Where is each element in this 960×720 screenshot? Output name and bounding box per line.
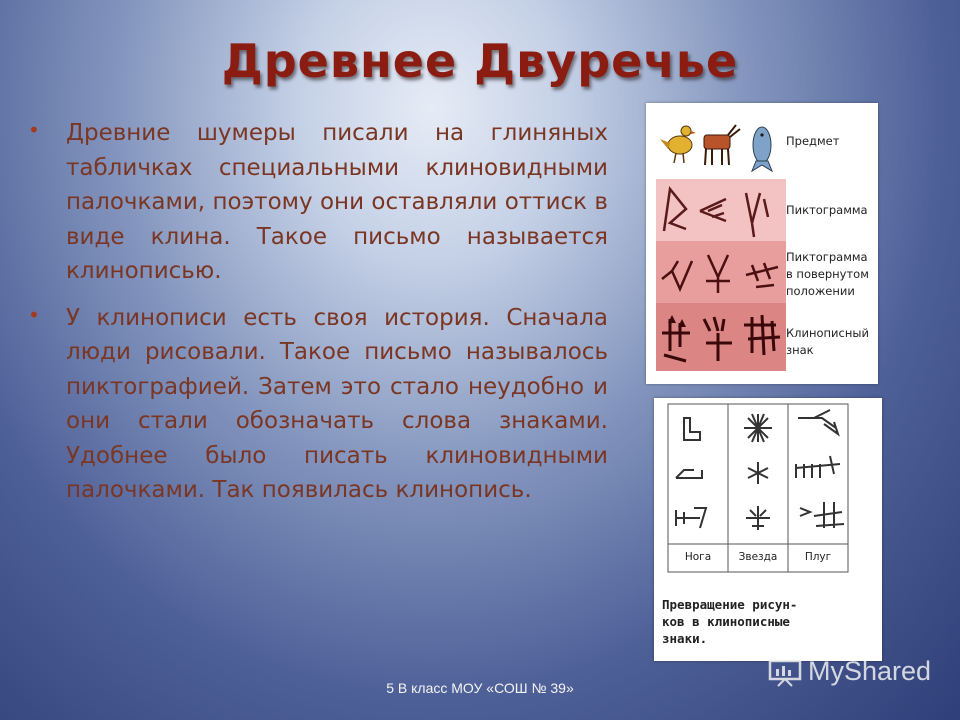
fish-icon — [752, 127, 772, 171]
pictogram-band — [656, 179, 786, 241]
drawing-to-cuneiform-figure — [654, 398, 882, 661]
slide-title: Древнее Двуречье — [221, 34, 739, 88]
row-label-pictogram: Пиктограмма — [786, 203, 868, 217]
bullet-item — [28, 301, 608, 508]
bullet-marker: • — [28, 118, 40, 142]
watermark[interactable] — [768, 656, 931, 687]
row-label-cuneiform — [786, 325, 869, 359]
presentation-board-icon — [768, 657, 802, 687]
row-label-rotated-line: Пиктограмма — [786, 250, 868, 264]
cuneiform-signs — [656, 303, 786, 371]
figure-caption-line: знаки. — [662, 631, 708, 646]
foot-signs — [676, 418, 706, 528]
column-label-plough: Плуг — [804, 551, 832, 563]
bullet-text: У клинописи есть своя история. Сначала люди рисовали. Такое письмо называлось пиктографией. Затем это стало неудобно и они стали обозначать слова знаками. Удобнее было писать клиновидными палочками. Так появилась клинопись. — [66, 304, 608, 503]
bullet-list — [28, 116, 608, 520]
bullet-text: Древние шумеры писали на глиняных табличках специальными клиновидными палочками, поэтому они оставляли оттиск в виде клина. Такое письмо называется клинописью. — [66, 120, 608, 284]
row-label-rotated-line: в повернутом — [786, 267, 869, 281]
rotated-pictogram-band — [656, 241, 786, 303]
column-label-star: Звезда — [738, 551, 778, 563]
row-label-cuneiform-line: знак — [786, 343, 814, 357]
row-label-cuneiform-line: Клинописный — [786, 326, 869, 340]
figure-caption-line: Превращение рисун- — [662, 597, 798, 612]
row-label-object: Предмет — [786, 134, 840, 148]
bird-icon — [660, 126, 696, 163]
row-label-rotated — [786, 249, 869, 300]
watermark-text: MyShared — [808, 656, 932, 686]
slide-footer: 5 В класс МОУ «СОШ № 39» — [386, 680, 574, 696]
ox-icon — [704, 125, 740, 165]
pictogram-evolution-figure — [646, 103, 878, 384]
star-signs — [744, 414, 772, 530]
cuneiform-band — [656, 303, 786, 371]
pictogram-signs — [656, 179, 786, 241]
object-band — [656, 111, 786, 173]
bullet-marker: • — [28, 302, 40, 327]
figure-caption-line: ков в клинописные — [662, 614, 790, 629]
figure-caption — [662, 596, 872, 647]
rotated-signs — [656, 241, 786, 303]
column-label-foot: Нога — [684, 551, 712, 563]
plough-signs — [796, 410, 844, 528]
bullet-item — [28, 116, 608, 289]
object-pictures — [656, 111, 786, 173]
row-label-rotated-line: положении — [786, 284, 855, 298]
